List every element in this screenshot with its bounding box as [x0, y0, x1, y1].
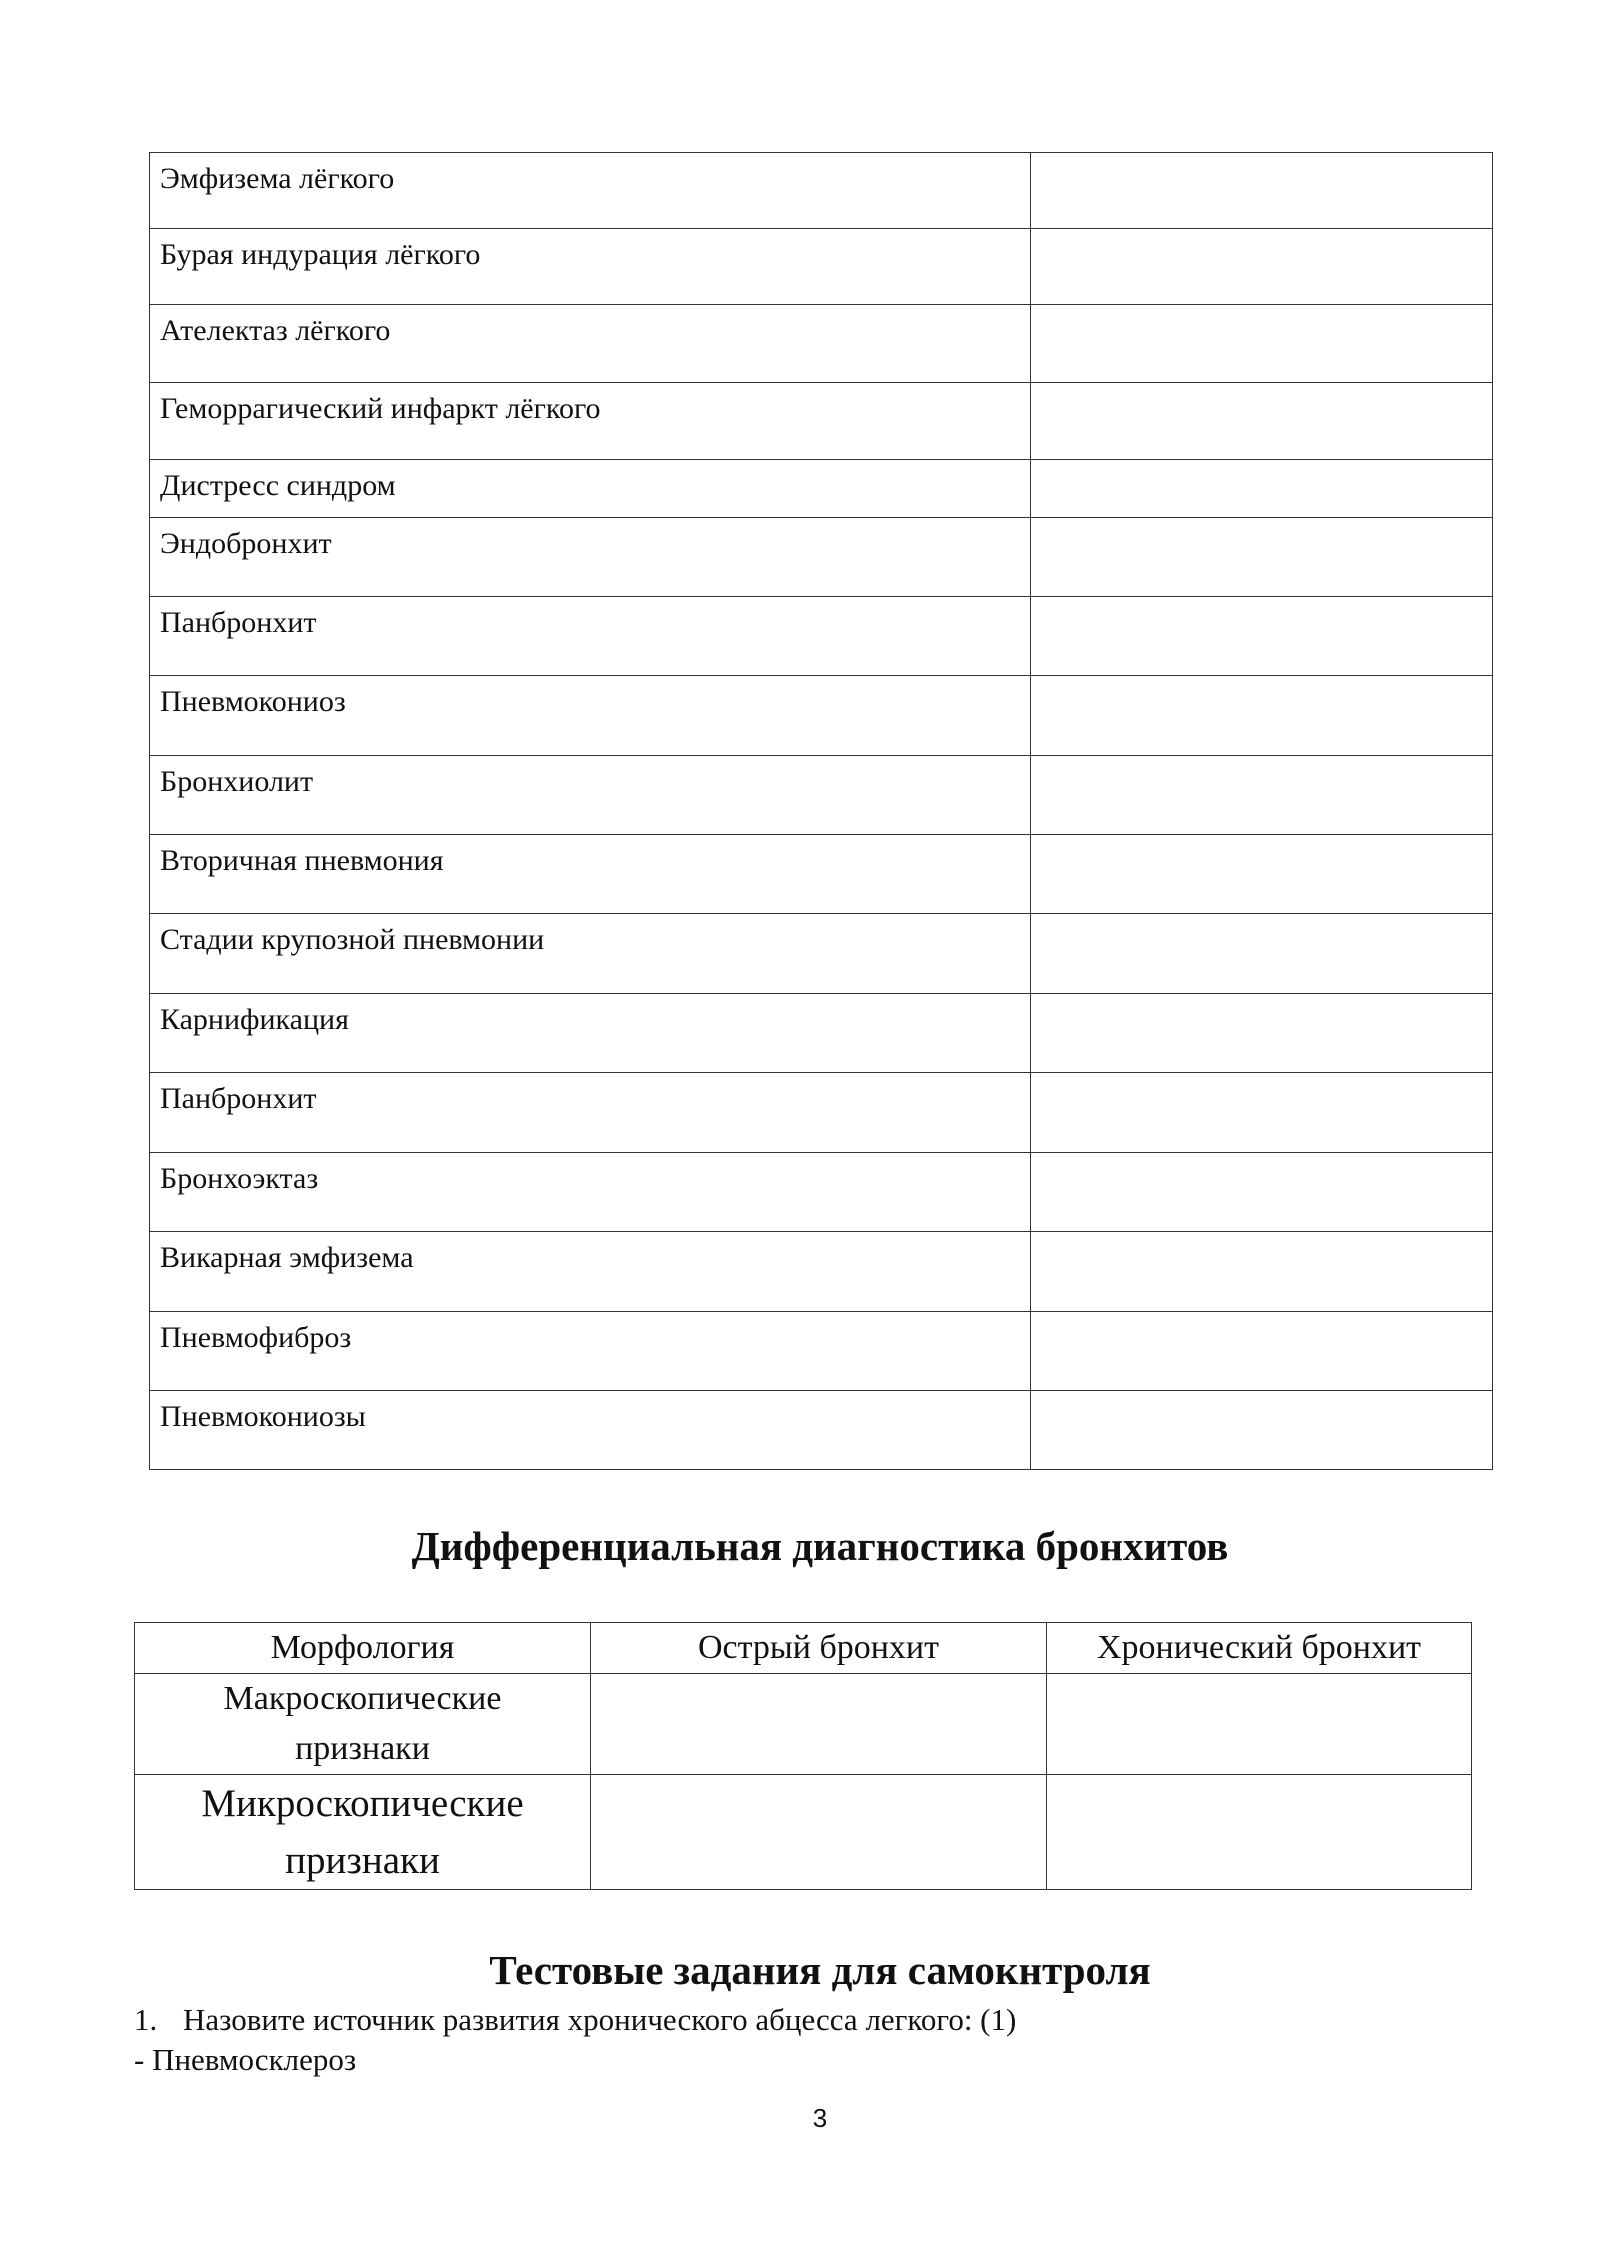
answer-cell[interactable]	[1031, 383, 1493, 460]
table-row	[150, 1073, 1493, 1153]
row-label-macroscopic	[135, 1674, 591, 1775]
table-row	[150, 597, 1493, 676]
answer-option[interactable]: - Пневмосклероз	[134, 2042, 357, 2077]
section-title-diagnosis: Дифференциальная диагностика бронхитов	[411, 1523, 1229, 1569]
table-row	[135, 1674, 1472, 1775]
answer-cell[interactable]	[1031, 914, 1493, 994]
term-cell: Геморрагический инфаркт лёгкого	[150, 383, 1031, 460]
table-row	[150, 383, 1493, 460]
answer-cell[interactable]	[1031, 1391, 1493, 1470]
table-row	[150, 153, 1493, 229]
answer-cell[interactable]	[1031, 835, 1493, 914]
term-cell: Вторичная пневмония	[150, 835, 1031, 914]
row-label-line: Микроскопические	[201, 1782, 524, 1825]
table-row	[150, 1232, 1493, 1312]
section-title-tests: Тестовые задания для самокнтроля	[489, 1947, 1151, 1993]
answer-cell[interactable]	[1031, 994, 1493, 1073]
term-cell: Бронхоэктаз	[150, 1153, 1031, 1232]
table-row	[150, 994, 1493, 1073]
term-cell: Карнификация	[150, 994, 1031, 1073]
column-header-acute: Острый бронхит	[591, 1623, 1047, 1674]
answer-cell[interactable]	[1031, 1232, 1493, 1312]
test-question	[134, 2000, 1016, 2040]
answer-cell[interactable]	[1031, 1312, 1493, 1391]
answer-cell[interactable]	[1031, 518, 1493, 597]
term-cell: Панбронхит	[150, 597, 1031, 676]
table-row	[150, 229, 1493, 305]
table-row	[150, 460, 1493, 518]
question-number: 1.	[134, 2002, 158, 2037]
diagnosis-table	[134, 1622, 1472, 1890]
acute-cell[interactable]	[591, 1674, 1047, 1775]
answer-cell[interactable]	[1031, 676, 1493, 756]
term-cell: Пневмокониозы	[150, 1391, 1031, 1470]
answer-cell[interactable]	[1031, 460, 1493, 518]
row-label-line: признаки	[285, 1839, 440, 1882]
column-header-morphology: Морфология	[135, 1623, 591, 1674]
row-label-line: признаки	[295, 1730, 430, 1767]
table-row	[150, 518, 1493, 597]
term-cell: Бронхиолит	[150, 756, 1031, 835]
term-cell: Викарная эмфизема	[150, 1232, 1031, 1312]
answer-cell[interactable]	[1031, 305, 1493, 383]
term-cell: Эмфизема лёгкого	[150, 153, 1031, 229]
table-row	[150, 676, 1493, 756]
term-cell: Пневмофиброз	[150, 1312, 1031, 1391]
table-row	[135, 1775, 1472, 1890]
term-cell: Бурая индурация лёгкого	[150, 229, 1031, 305]
question-text: Назовите источник развития хронического абцесса легкого: (1)	[183, 2002, 1017, 2037]
table-row	[150, 1391, 1493, 1470]
term-cell: Дистресс синдром	[150, 460, 1031, 518]
row-label-microscopic	[135, 1775, 591, 1890]
term-cell: Эндобронхит	[150, 518, 1031, 597]
table-row	[150, 1153, 1493, 1232]
chronic-cell[interactable]	[1047, 1674, 1472, 1775]
column-header-chronic: Хронический бронхит	[1047, 1623, 1472, 1674]
table-row	[150, 1312, 1493, 1391]
answer-cell[interactable]	[1031, 153, 1493, 229]
table-row	[150, 756, 1493, 835]
term-cell: Стадии крупозной пневмонии	[150, 914, 1031, 994]
terms-table	[149, 152, 1493, 1470]
chronic-cell[interactable]	[1047, 1775, 1472, 1890]
page-number: 3	[812, 2103, 828, 2133]
row-label-line: Макроскопические	[223, 1680, 502, 1717]
table-header-row	[135, 1623, 1472, 1674]
answer-cell[interactable]	[1031, 756, 1493, 835]
answer-cell[interactable]	[1031, 597, 1493, 676]
table-row	[150, 835, 1493, 914]
term-cell: Пневмокониоз	[150, 676, 1031, 756]
answer-cell[interactable]	[1031, 229, 1493, 305]
term-cell: Панбронхит	[150, 1073, 1031, 1153]
table-row	[150, 914, 1493, 994]
answer-cell[interactable]	[1031, 1073, 1493, 1153]
answer-cell[interactable]	[1031, 1153, 1493, 1232]
acute-cell[interactable]	[591, 1775, 1047, 1890]
term-cell: Ателектаз лёгкого	[150, 305, 1031, 383]
table-row	[150, 305, 1493, 383]
